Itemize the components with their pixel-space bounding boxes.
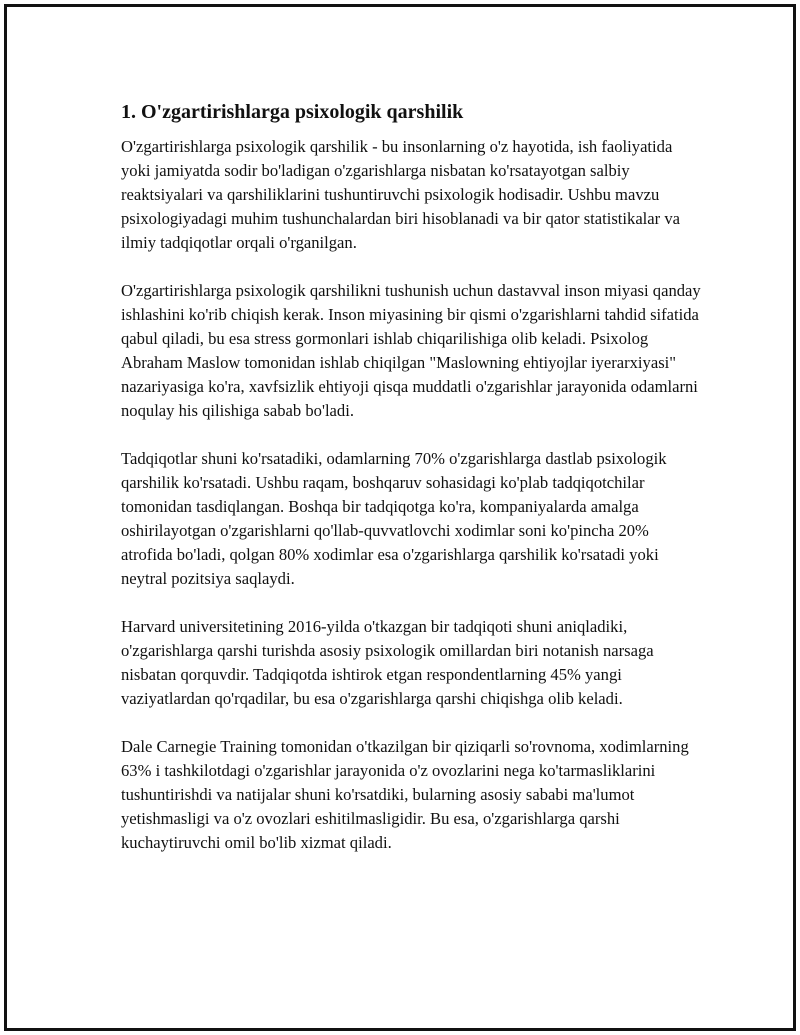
paragraph-intro: O'zgartirishlarga psixologik qarshilik - bu insonlarning o'z hayotida, ish faoliyatida yoki jamiyatda sodir bo'ladigan o'zgarishlarga nisbatan ko'rsatayotgan salbiy reaktsiyalari va qarshiliklarini tushuntiruvchi psixologik hodisadir. Ushbu mavzu psixologiyadagi muhim tushunchalardan biri hisoblanadi va bir qator statistikalar va ilmiy tadqiqotlar orqali o'rganilgan. [121, 137, 680, 252]
paragraph-statistics: Tadqiqotlar shuni ko'rsatadiki, odamlarning 70% o'zgarishlarga dastlab psixologik qarshilik ko'rsatadi. Ushbu raqam, boshqaruv sohasidagi ko'plab tadqiqotchilar tomonidan tasdiqlangan. Boshqa bir tadqiqotga ko'ra, kompaniyalarda amalga oshirilayotgan o'zgarishlarni qo'llab-quvvatlovchi xodimlar soni ko'pincha 20% atrofida bo'ladi, qolgan 80% xodimlar esa o'zgarishlarga qarshilik ko'rsatadi yoki neytral pozitsiya saqlaydi. [121, 449, 667, 588]
paragraph-harvard: Harvard universitetining 2016-yilda o'tkazgan bir tadqiqoti shuni aniqladiki, o'zgarishlarga qarshi turishda asosiy psixologik omillardan biri notanish narsaga nisbatan qorquvdir. Tadqiqotda ishtirok etgan respondentlarning 45% yangi vaziyatlardan qo'rqadilar, bu esa o'zgarishlarga qarshi chiqishga olib keladi. [121, 617, 654, 708]
page-frame [4, 4, 796, 1031]
paragraph-brain-maslow: O'zgartirishlarga psixologik qarshilikni tushunish uchun dastavval inson miyasi qanday ishlashini ko'rib chiqish kerak. Inson miyasining bir qismi o'zgarishlarni tahdid sifatida qabul qiladi, bu esa stress gormonlari ishlab chiqarilishiga olib keladi. Psixolog Abraham Maslow tomonidan ishlab chiqilgan "Maslowning ehtiyojlar iyerarxiyasi" nazariyasiga ko'ra, xavfsizlik ehtiyoji qisqa muddatli o'zgarishlar jarayonida odamlarni noqulay his qilishiga sabab bo'ladi. [121, 281, 701, 420]
section-heading: 1. O'zgartirishlarga psixologik qarshilik [121, 101, 464, 123]
document-body [121, 99, 701, 879]
paragraph-carnegie: Dale Carnegie Training tomonidan o'tkazilgan bir qiziqarli so'rovnoma, xodimlarning 63% i tashkilotdagi o'zgarishlar jarayonida o'z ovozlarini nega ko'tarmasliklarini tushuntirishdi va natijalar shuni ko'rsatdiki, bularning asosiy sababi ma'lumot yetishmasligi va o'z ovozlari eshitilmasligidir. Bu esa, o'zgarishlarga qarshi kuchaytiruvchi omil bo'lib xizmat qiladi. [121, 737, 689, 852]
